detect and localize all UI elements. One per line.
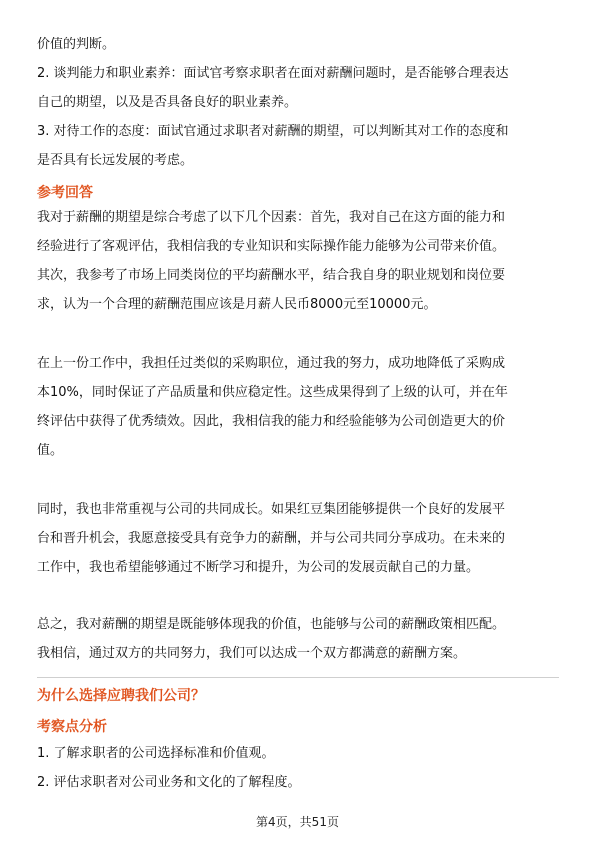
- text-line: 自己的期望，以及是否具备良好的职业素养。: [37, 95, 298, 110]
- answer-paragraph-3: [37, 495, 559, 582]
- text-line: 求，认为一个合理的薪酬范围应该是月薪人民币8000元至10000元。: [37, 297, 437, 312]
- text-line: 我对于薪酬的期望是综合考虑了以下几个因素：首先，我对自己在这方面的能力和: [37, 210, 506, 225]
- section-heading-reference-answer: 参考回答: [37, 185, 93, 201]
- text-line: 3. 对待工作的态度：面试官通过求职者对薪酬的期望，可以判断其对工作的态度和: [37, 124, 509, 139]
- text-line: 其次，我参考了市场上同类岗位的平均薪酬水平，结合我自身的职业规划和岗位要: [37, 268, 506, 283]
- text-line: 终评估中获得了优秀绩效。因此，我相信我的能力和经验能够为公司创造更大的价: [37, 414, 506, 429]
- text-line: 价值的判断。: [37, 37, 116, 52]
- question-heading: 为什么选择应聘我们公司？: [37, 688, 205, 704]
- section-heading-analysis: 考察点分析: [37, 719, 107, 735]
- page-number: 第4页，共51页: [256, 815, 339, 829]
- text-line: 我相信，通过双方的共同努力，我们可以达成一个双方都满意的薪酬方案。: [37, 646, 467, 661]
- text-line: 总之，我对薪酬的期望是既能够体现我的价值，也能够与公司的薪酬政策相匹配。: [37, 617, 506, 632]
- section-divider: [37, 677, 559, 678]
- answer-paragraph-1: [37, 203, 559, 319]
- text-line: 是否具有长远发展的考虑。: [37, 153, 194, 168]
- intro-paragraph: [37, 30, 559, 175]
- list-item: 1. 了解求职者的公司选择标准和价值观。: [37, 746, 275, 761]
- text-line: 工作中，我也希望能够通过不断学习和提升，为公司的发展贡献自己的力量。: [37, 560, 480, 575]
- text-line: 台和晋升机会，我愿意接受具有竞争力的薪酬，并与公司共同分享成功。在未来的: [37, 531, 506, 546]
- text-line: 经验进行了客观评估，我相信我的专业知识和实际操作能力能够为公司带来价值。: [37, 239, 506, 254]
- text-line: 2. 谈判能力和职业素养：面试官考察求职者在面对薪酬问题时，是否能够合理表达: [37, 66, 509, 81]
- text-line: 值。: [37, 443, 64, 458]
- text-line: 在上一份工作中，我担任过类似的采购职位，通过我的努力，成功地降低了采购成: [37, 356, 506, 371]
- list-item: 2. 评估求职者对公司业务和文化的了解程度。: [37, 775, 301, 790]
- text-line: 本10%，同时保证了产品质量和供应稳定性。这些成果得到了上级的认可，并在年: [37, 385, 508, 400]
- analysis-points: [37, 739, 559, 797]
- answer-paragraph-4: [37, 610, 559, 668]
- text-line: 同时，我也非常重视与公司的共同成长。如果红豆集团能够提供一个良好的发展平: [37, 502, 506, 517]
- answer-paragraph-2: [37, 349, 559, 465]
